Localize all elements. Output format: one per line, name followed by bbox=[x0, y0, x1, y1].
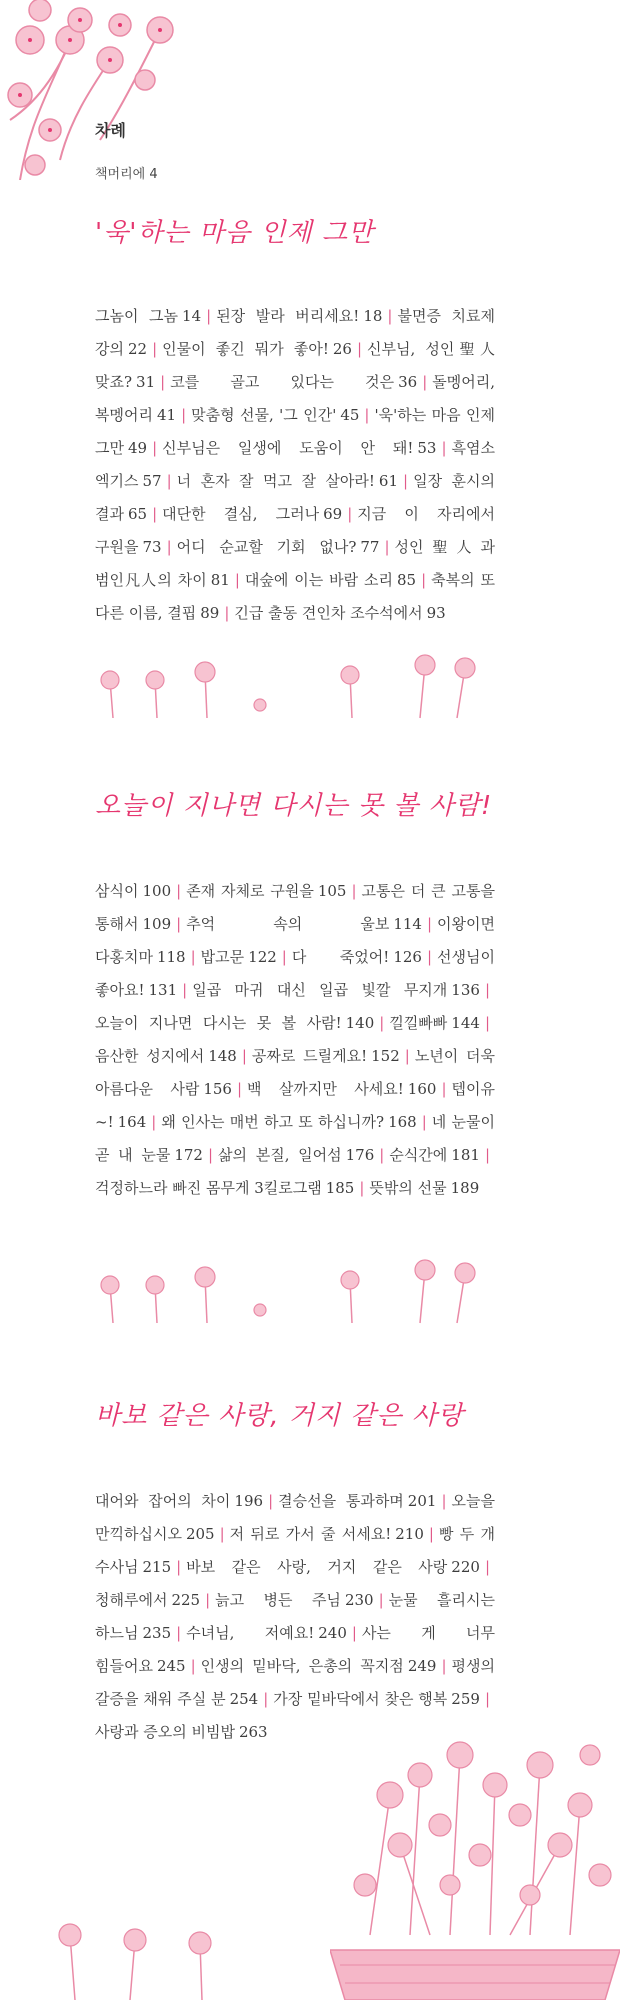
toc-entry-title: 텝이유~! bbox=[95, 1080, 495, 1131]
section-entries-3 bbox=[95, 1485, 495, 1749]
toc-entry bbox=[192, 981, 480, 999]
toc-entry-page: 61 bbox=[378, 472, 399, 490]
toc-entry-page: 89 bbox=[200, 604, 220, 622]
toc-entry bbox=[95, 1492, 263, 1510]
toc-entry-title: 사는 게 너무 힘들어요 bbox=[95, 1624, 495, 1675]
entry-separator: | bbox=[404, 1047, 410, 1065]
toc-entry-title: 신부님, 성인聖人 맞죠? bbox=[95, 340, 495, 391]
toc-entry-page: 176 bbox=[345, 1146, 375, 1164]
entry-separator: | bbox=[152, 340, 158, 358]
entry-separator: | bbox=[224, 604, 230, 622]
entry-separator: | bbox=[268, 1492, 274, 1510]
toc-entry-page: 31 bbox=[136, 373, 156, 391]
toc-entry-title: 빵 두 개 수사님 bbox=[95, 1525, 495, 1576]
flower-row-divider-2 bbox=[95, 1255, 495, 1325]
toc-entry-page: 156 bbox=[203, 1080, 232, 1098]
toc-entry-page: 122 bbox=[248, 948, 277, 966]
toc-entry-title: 일곱 마귀 대신 일곱 빛깔 무지개 bbox=[192, 981, 448, 999]
toc-entry-title: 청해루에서 bbox=[95, 1591, 168, 1609]
entry-separator: | bbox=[351, 882, 357, 900]
entry-separator: | bbox=[379, 1146, 385, 1164]
entry-separator: | bbox=[387, 307, 393, 325]
toc-entry-title: 대단한 결심, 그러나 bbox=[162, 505, 320, 523]
toc-entry-page: 109 bbox=[142, 915, 172, 933]
toc-entry bbox=[162, 439, 436, 457]
entry-separator: | bbox=[426, 948, 433, 966]
toc-entry-page: 114 bbox=[393, 915, 422, 933]
toc-entry bbox=[216, 307, 382, 325]
entry-separator: | bbox=[234, 571, 240, 589]
entry-separator: | bbox=[166, 472, 172, 490]
toc-entry-title: 일장 훈시의 결과 bbox=[95, 472, 495, 523]
toc-entry-title: 네 눈물이 곧 내 눈물 bbox=[95, 1113, 495, 1164]
toc-entry-page: 81 bbox=[210, 571, 230, 589]
toc-entry-title: '욱'하는 마음 인제 그만 bbox=[95, 406, 495, 457]
toc-entry-title: 된장 발라 버리세요! bbox=[216, 307, 360, 325]
toc-entry-page: 189 bbox=[450, 1179, 480, 1197]
toc-entry-page: 215 bbox=[142, 1558, 172, 1576]
toc-entry-title: 음산한 성지에서 bbox=[95, 1047, 205, 1065]
toc-entry-title: 어디 순교할 기회 없나? bbox=[176, 538, 357, 556]
entry-separator: | bbox=[181, 406, 187, 424]
toc-entry-title: 인물이 좋긴 뭐가 좋아! bbox=[162, 340, 329, 358]
entry-separator: | bbox=[484, 1014, 490, 1032]
toc-entry-title: 인생의 밑바닥, 은총의 꼭지점 bbox=[200, 1657, 404, 1675]
toc-entry-title: 추억 속의 울보 bbox=[186, 915, 390, 933]
toc-entry-page: 118 bbox=[156, 948, 186, 966]
toc-entry-page: 152 bbox=[371, 1047, 400, 1065]
toc-entry bbox=[186, 1558, 480, 1576]
toc-entry-title: 이왕이면 다홍치마 bbox=[95, 915, 495, 966]
toc-entry-title: 대어와 잡어의 차이 bbox=[95, 1492, 231, 1510]
toc-entry-title: 불면증 치료제 강의 bbox=[95, 307, 495, 358]
toc-entry-title: 늙고 병든 주님 bbox=[215, 1591, 341, 1609]
toc-entry-page: 18 bbox=[363, 307, 383, 325]
toc-entry-title: 걱정하느라 빠진 몸무게 3킬로그램 bbox=[95, 1179, 322, 1197]
toc-entry-page: 259 bbox=[451, 1690, 480, 1708]
toc-entry-title: 바보 같은 사랑, 거지 같은 사랑 bbox=[186, 1558, 448, 1576]
toc-entry-page: 100 bbox=[142, 882, 172, 900]
entry-separator: | bbox=[281, 948, 287, 966]
toc-entry-page: 185 bbox=[325, 1179, 355, 1197]
toc-entry bbox=[186, 882, 346, 900]
toc-entry bbox=[247, 1080, 436, 1098]
toc-entry-title: 순식간에 bbox=[389, 1146, 448, 1164]
toc-entry-page: 225 bbox=[171, 1591, 201, 1609]
toc-entry-page: 245 bbox=[156, 1657, 186, 1675]
toc-entry bbox=[186, 1624, 347, 1642]
toc-entry-title: 코를 골고 있다는 것은 bbox=[170, 373, 395, 391]
toc-entry-title: 축복의 또 다른 이름, 결핍 bbox=[95, 571, 495, 622]
entry-separator: | bbox=[378, 1591, 384, 1609]
toc-entry-page: 168 bbox=[388, 1113, 417, 1131]
toc-entry-page: 53 bbox=[417, 439, 437, 457]
toc-entry-page: 263 bbox=[238, 1723, 268, 1741]
toc-entry bbox=[369, 1179, 479, 1197]
toc-entry-page: 65 bbox=[127, 505, 148, 523]
toc-entry-title: 오늘이 지나면 다시는 못 볼 사람! bbox=[95, 1014, 342, 1032]
toc-entry-title: 수녀님, 저예요! bbox=[186, 1624, 315, 1642]
entry-separator: | bbox=[176, 915, 182, 933]
toc-entry-page: 105 bbox=[317, 882, 347, 900]
toc-entry-title: 돌멩어리, 복멩어리 bbox=[95, 373, 495, 424]
entry-separator: | bbox=[152, 505, 158, 523]
toc-title: 차례 bbox=[95, 121, 126, 140]
toc-entry bbox=[245, 571, 416, 589]
toc-entry-page: 160 bbox=[407, 1080, 437, 1098]
toc-entry-page: 205 bbox=[185, 1525, 215, 1543]
entry-separator: | bbox=[351, 1624, 357, 1642]
section-title-1: '욱'하는 마음 인제 그만 bbox=[95, 218, 375, 248]
entry-separator: | bbox=[421, 1113, 427, 1131]
entry-separator: | bbox=[166, 538, 172, 556]
entry-separator: | bbox=[207, 1146, 214, 1164]
entry-separator: | bbox=[236, 1080, 243, 1098]
entry-separator: | bbox=[441, 1080, 447, 1098]
toc-entry bbox=[95, 1591, 200, 1609]
toc-entry-page: 144 bbox=[451, 1014, 480, 1032]
toc-entry bbox=[95, 882, 171, 900]
section-entries-1 bbox=[95, 300, 495, 630]
toc-entry-title: 저 뒤로 가서 줄 서세요! bbox=[229, 1525, 392, 1543]
toc-entry bbox=[95, 1014, 374, 1032]
toc-entry-title: 노년이 더욱 아름다운 사람 bbox=[95, 1047, 496, 1098]
toc-entry-title: 왜 인사는 매번 하고 또 하십니까? bbox=[161, 1113, 385, 1131]
toc-entry-page: 230 bbox=[344, 1591, 374, 1609]
entry-separator: | bbox=[151, 1113, 157, 1131]
toc-entry-page: 220 bbox=[451, 1558, 480, 1576]
entry-separator: | bbox=[484, 981, 490, 999]
toc-entry-title: 존재 자체로 구원을 bbox=[186, 882, 314, 900]
entry-separator: | bbox=[441, 439, 447, 457]
section-entries-2 bbox=[95, 875, 495, 1205]
toc-entry bbox=[161, 1113, 416, 1131]
entry-separator: | bbox=[426, 915, 433, 933]
toc-entry bbox=[273, 1690, 480, 1708]
toc-entry bbox=[215, 1591, 373, 1609]
toc-entry bbox=[389, 1146, 480, 1164]
toc-entry bbox=[177, 472, 398, 490]
toc-entry bbox=[162, 340, 352, 358]
entry-separator: | bbox=[190, 948, 196, 966]
toc-entry-title: 긴급 출동 견인차 조수석에서 bbox=[234, 604, 423, 622]
toc-entry-page: 57 bbox=[142, 472, 162, 490]
toc-entry-page: 14 bbox=[182, 307, 202, 325]
entry-separator: | bbox=[379, 1014, 385, 1032]
toc-entry bbox=[230, 1525, 424, 1543]
toc-entry-title: 신부님은 일생에 도움이 안 돼! bbox=[162, 439, 414, 457]
toc-entry bbox=[177, 538, 380, 556]
toc-entry bbox=[252, 1047, 400, 1065]
toc-entry-title: 삶의 본질, 일어섬 bbox=[218, 1146, 342, 1164]
entry-separator: | bbox=[176, 1558, 182, 1576]
entry-separator: | bbox=[484, 1690, 490, 1708]
toc-entry-title: 오늘을 만끽하십시오 bbox=[95, 1492, 495, 1543]
toc-entry bbox=[95, 1179, 354, 1197]
toc-entry-page: 36 bbox=[398, 373, 418, 391]
toc-entry-page: 140 bbox=[345, 1014, 375, 1032]
toc-entry-page: 148 bbox=[208, 1047, 237, 1065]
toc-entry-title: 성인聖人과 범인凡人의 차이 bbox=[95, 538, 495, 589]
entry-separator: | bbox=[182, 981, 188, 999]
entry-separator: | bbox=[484, 1146, 490, 1164]
entry-separator: | bbox=[206, 307, 212, 325]
entry-separator: | bbox=[441, 1657, 447, 1675]
toc-entry bbox=[389, 1014, 480, 1032]
toc-entry-page: 93 bbox=[426, 604, 446, 622]
toc-entry-page: 26 bbox=[332, 340, 352, 358]
toc-entry-page: 210 bbox=[395, 1525, 424, 1543]
toc-entry bbox=[278, 1492, 436, 1510]
toc-preface: 책머리에 4 bbox=[95, 167, 158, 182]
toc-entry-title: 공짜로 드릴게요! bbox=[251, 1047, 368, 1065]
toc-entry-page: 131 bbox=[148, 981, 178, 999]
toc-entry bbox=[186, 915, 422, 933]
toc-entry-title: 낄낄빠빠 bbox=[389, 1014, 448, 1032]
toc-header bbox=[95, 118, 158, 182]
toc-entry-page: 164 bbox=[117, 1113, 147, 1131]
toc-entry-page: 196 bbox=[234, 1492, 264, 1510]
toc-entry-page: 235 bbox=[142, 1624, 172, 1642]
toc-entry-title: 눈물 흘리시는 하느님 bbox=[95, 1591, 495, 1642]
flower-row-illustration-bottom-left bbox=[50, 1915, 250, 2000]
toc-entry-page: 136 bbox=[451, 981, 480, 999]
toc-entry-title: 가장 밑바닥에서 찾은 행복 bbox=[273, 1690, 448, 1708]
entry-separator: | bbox=[428, 1525, 434, 1543]
toc-entry-page: 240 bbox=[318, 1624, 347, 1642]
toc-entry-title: 선생님이 좋아요! bbox=[95, 948, 495, 999]
entry-separator: | bbox=[152, 439, 158, 457]
toc-entry-title: 지금 이 자리에서 구원을 bbox=[95, 505, 495, 556]
entry-separator: | bbox=[356, 340, 363, 358]
toc-entry-page: 49 bbox=[127, 439, 148, 457]
toc-entry bbox=[218, 1146, 374, 1164]
entry-separator: | bbox=[263, 1690, 269, 1708]
toc-entry-title: 백 살까지만 사세요! bbox=[247, 1080, 404, 1098]
toc-entry-page: 41 bbox=[156, 406, 177, 424]
entry-separator: | bbox=[347, 505, 353, 523]
toc-entry-title: 삼식이 bbox=[95, 882, 139, 900]
entry-separator: | bbox=[422, 373, 428, 391]
toc-entry bbox=[162, 505, 342, 523]
section-title-3: 바보 같은 사랑, 거지 같은 사랑 bbox=[95, 1401, 464, 1431]
flower-row-divider-1 bbox=[95, 650, 495, 720]
toc-entry bbox=[234, 604, 445, 622]
toc-entry bbox=[95, 307, 201, 325]
toc-entry-page: 77 bbox=[360, 538, 380, 556]
entry-separator: | bbox=[403, 472, 409, 490]
toc-entry bbox=[201, 1657, 437, 1675]
toc-entry-title: 뜻밖의 선물 bbox=[369, 1179, 447, 1197]
entry-separator: | bbox=[364, 406, 370, 424]
toc-entry-title: 밥고문 bbox=[200, 948, 245, 966]
entry-separator: | bbox=[219, 1525, 225, 1543]
toc-entry-title: 다 죽었어! bbox=[291, 948, 390, 966]
entry-separator: | bbox=[190, 1657, 196, 1675]
entry-separator: | bbox=[241, 1047, 247, 1065]
entry-separator: | bbox=[421, 571, 427, 589]
toc-entry bbox=[170, 373, 417, 391]
entry-separator: | bbox=[441, 1492, 447, 1510]
section-title-2: 오늘이 지나면 다시는 못 볼 사람! bbox=[95, 791, 493, 821]
entry-separator: | bbox=[176, 1624, 182, 1642]
entry-separator: | bbox=[384, 538, 390, 556]
toc-entry-title: 맞춤형 선물, '그 인간' bbox=[191, 406, 337, 424]
toc-entry-page: 22 bbox=[127, 340, 148, 358]
flower-basket-illustration-bottom bbox=[330, 1735, 620, 2000]
toc-entry bbox=[95, 1047, 237, 1065]
entry-separator: | bbox=[160, 373, 166, 391]
toc-entry-title: 흑염소 엑기스 bbox=[95, 439, 495, 490]
toc-entry bbox=[191, 406, 359, 424]
toc-entry-title: 결승선을 통과하며 bbox=[278, 1492, 404, 1510]
toc-entry-page: 172 bbox=[174, 1146, 203, 1164]
toc-entry-page: 201 bbox=[407, 1492, 437, 1510]
toc-entry-page: 126 bbox=[393, 948, 422, 966]
toc-entry bbox=[95, 1723, 268, 1741]
toc-entry-title: 사랑과 증오의 비빔밥 bbox=[95, 1723, 235, 1741]
toc-entry-page: 181 bbox=[451, 1146, 480, 1164]
toc-entry-title: 대숲에 이는 바람 소리 bbox=[244, 571, 393, 589]
entry-separator: | bbox=[359, 1179, 365, 1197]
toc-entry-page: 254 bbox=[229, 1690, 259, 1708]
toc-entry bbox=[292, 948, 422, 966]
toc-entry-page: 73 bbox=[142, 538, 162, 556]
toc-entry-title: 고통은 더 큰 고통을 통해서 bbox=[95, 882, 495, 933]
toc-entry bbox=[201, 948, 277, 966]
entry-separator: | bbox=[484, 1558, 490, 1576]
toc-entry-page: 249 bbox=[407, 1657, 437, 1675]
toc-entry-title: 그놈이 그놈 bbox=[95, 307, 179, 325]
entry-separator: | bbox=[205, 1591, 211, 1609]
toc-entry-title: 평생의 갈증을 채워 주실 분 bbox=[95, 1657, 495, 1708]
entry-separator: | bbox=[176, 882, 182, 900]
toc-entry-page: 45 bbox=[340, 406, 360, 424]
toc-entry-page: 69 bbox=[323, 505, 343, 523]
toc-entry-page: 85 bbox=[396, 571, 417, 589]
toc-entry-title: 너 혼자 잘 먹고 잘 살아라! bbox=[176, 472, 375, 490]
